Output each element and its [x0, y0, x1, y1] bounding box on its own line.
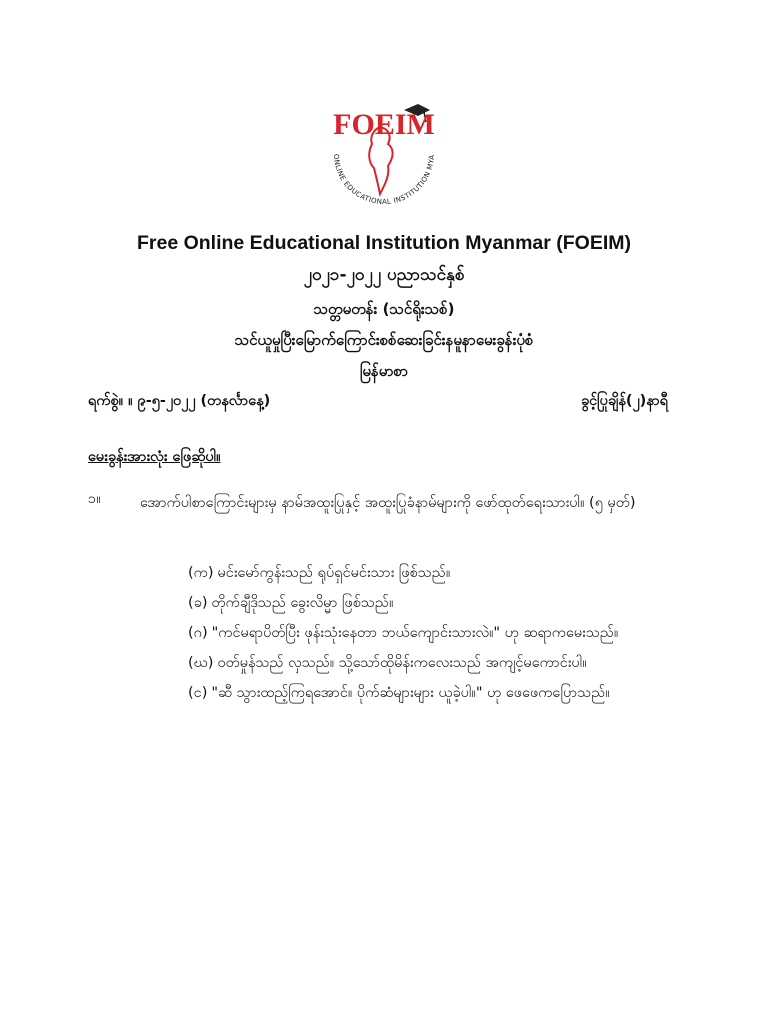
item-label: (ဃ) [188, 655, 214, 671]
exam-name: သင်ယူမှုပြီးမြောက်ကြောင်းစစ်ဆေးခြင်းနမူနာမေးခွန်းပုံစံ [234, 331, 534, 349]
list-item [188, 680, 668, 706]
item-label: (က) [188, 565, 214, 581]
foeim-logo-graphic [318, 88, 450, 218]
grade-label: သတ္တမတန်း (သင်ရိုးသစ်) [313, 300, 455, 318]
logo-text: FOEIM [333, 108, 435, 141]
list-item [188, 650, 668, 676]
item-text: တိုက်ချီဒိုသည် ခွေးလိမ္မာ ဖြစ်သည်။ [211, 595, 394, 611]
item-text: "ဆီ သွားထည့်ကြရအောင်။ ပိုက်ဆံများများ ယူခဲ့ပါ။" ဟု ဖေဖေကပြောသည်။ [211, 685, 610, 701]
item-text: ဝတ်မှုန်သည် လှသည်။ သို့သော်ထိုမိန်းကလေးသည် အကျင့်မကောင်းပါ။ [217, 655, 587, 671]
academic-year: ၂၀၂၁-၂၀၂၂ ပညာသင်နှစ် [303, 265, 465, 285]
exam-duration: ခွင့်ပြုချိန်(၂)နာရီ [580, 393, 668, 409]
logo-ring-text: ONLINE EDUCATIONAL INSTITUTION MYA [331, 153, 437, 207]
list-item [188, 560, 668, 586]
subject-name: မြန်မာစာ [359, 362, 409, 380]
foeim-logo [318, 88, 450, 218]
page-title: Free Online Educational Institution Myanmar (FOEIM) [136, 232, 632, 254]
item-label: (ဂ) [188, 625, 208, 641]
instruction: မေးခွန်းအားလုံး ဖြေဆိုပါ။ [88, 449, 221, 465]
item-text: မင်းမော်ကွန်းသည် ရုပ်ရှင်မင်းသား ဖြစ်သည်။ [217, 565, 451, 581]
item-label: (င) [188, 685, 208, 701]
question-text: အောက်ပါစာကြောင်းများမှ နာမ်အထူးပြုနှင့် အထူးပြုခံနာမ်များကို ဖော်ထုတ်ရေးသားပါ။ (၅ မှတ်) [140, 495, 636, 511]
list-item [188, 620, 668, 646]
question-items [188, 560, 668, 710]
question-number: ၁။ [88, 491, 101, 507]
item-text: "ကင်မရာပိတ်ပြီး ဖုန်းသုံးနေတာ ဘယ်ကျောင်းသားလဲ။" ဟု ဆရာကမေးသည်။ [211, 625, 619, 641]
item-label: (ခ) [188, 595, 208, 611]
list-item [188, 590, 668, 616]
exam-date: ရက်စွဲ။ ။ ၉-၅-၂၀၂၂ (တနင်္လာနေ့) [88, 393, 271, 409]
